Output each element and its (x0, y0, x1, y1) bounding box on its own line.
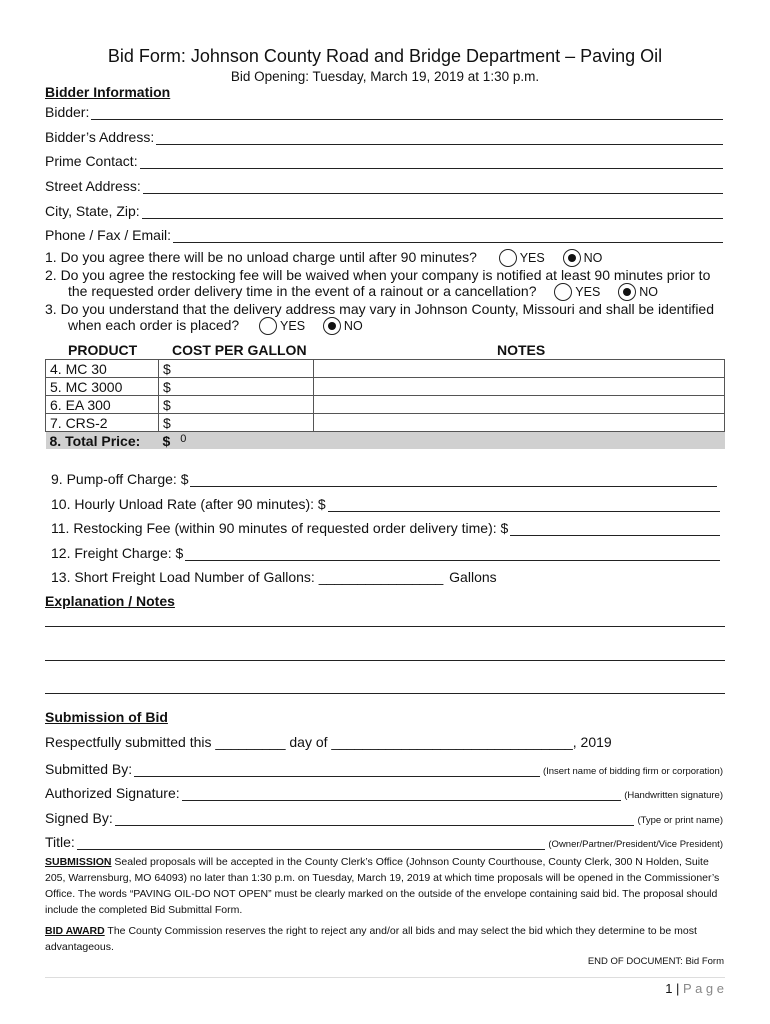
page-title: Bid Form: Johnson County Road and Bridge Department – Paving Oil (107, 46, 663, 66)
short-freight-label: 13. Short Freight Load Number of Gallons: ________________ (51, 569, 444, 585)
total-row (46, 432, 725, 450)
signed-by-field[interactable] (45, 808, 723, 826)
cost-cell[interactable]: $ (159, 396, 314, 414)
short-freight-field[interactable] (51, 569, 497, 585)
title-note: (Owner/Partner/President/Vice President) (548, 839, 723, 850)
total-cell (159, 432, 314, 450)
submission-paragraph (45, 854, 725, 918)
notes-cell[interactable] (314, 378, 725, 396)
question-3-text: 3. Do you understand that the delivery address may vary in Johnson County, Missouri and shall be identified (45, 301, 714, 317)
q2-no-radio[interactable] (618, 283, 636, 301)
question-1-text: 1. Do you agree there will be no unload charge until after 90 minutes? (45, 249, 477, 265)
question-2 (68, 283, 672, 301)
notes-cell[interactable] (314, 360, 725, 378)
q3-yes-radio[interactable] (259, 317, 277, 335)
notes-cell[interactable] (314, 414, 725, 432)
street-address-field[interactable] (45, 176, 723, 194)
end-of-document: END OF DOCUMENT: Bid Form (587, 956, 724, 967)
bidder-address-label: Bidder’s Address: (45, 129, 155, 145)
product-cell: 4. MC 30 (46, 360, 159, 378)
cost-cell[interactable]: $ (159, 414, 314, 432)
q3-yes-label: YES (280, 319, 306, 334)
phone-fax-email-field[interactable] (45, 225, 723, 243)
submission-heading: Submission of Bid (45, 709, 168, 725)
page-separator: | (672, 981, 684, 996)
page-number-value: 1 (665, 981, 673, 996)
question-2-text-cont: the requested order delivery time in the event of a rainout or a cancellation? (68, 283, 537, 299)
freight-charge-label: 12. Freight Charge: $ (51, 545, 184, 561)
title-field[interactable] (45, 832, 723, 850)
prime-contact-label: Prime Contact: (45, 153, 138, 169)
product-cell: 5. MC 3000 (46, 378, 159, 396)
submission-text: Sealed proposals will be accepted in the County Clerk’s Office (Johnson County Courthouse, County Clerk, 300 N Holden, Suite 205, Warrensburg, MO 64093) no later than 1:30 p.m. on Tuesday, March 19, 2019 at which time proposals will be opened in the Commissioner’s Office. The words “PAVING OIL-DO NOT OPEN” must be clearly marked on the outside of the envelope containing said bid. The proposal should include the completed Bid Submittal Form. (45, 856, 720, 916)
signed-by-note: (Type or print name) (637, 815, 723, 826)
authorized-signature-label: Authorized Signature: (45, 785, 180, 801)
city-state-zip-field[interactable] (45, 201, 723, 219)
q2-no-label: NO (639, 285, 658, 300)
question-3 (68, 317, 377, 335)
freight-charge-field[interactable] (51, 543, 720, 561)
q1-no-label: NO (583, 251, 603, 266)
prime-contact-field[interactable] (45, 151, 723, 169)
col-header-notes: NOTES (497, 342, 546, 358)
q2-yes-label: YES (575, 285, 601, 300)
q1-yes-label: YES (519, 251, 545, 266)
total-label: 8. Total Price: (46, 432, 159, 450)
gallons-label: Gallons (449, 569, 497, 585)
cost-cell[interactable]: $ (159, 360, 314, 378)
total-currency: $ (162, 432, 171, 449)
submission-label: SUBMISSION (45, 856, 112, 868)
title-label: Title: (45, 834, 75, 850)
notes-heading: Explanation / Notes (45, 593, 175, 609)
table-row (46, 378, 725, 396)
total-notes-cell (314, 432, 725, 450)
pump-off-charge-label: 9. Pump-off Charge: $ (51, 471, 189, 487)
bid-award-label: BID AWARD (45, 925, 105, 937)
q1-no-radio[interactable] (563, 249, 581, 267)
hourly-unload-rate-field[interactable] (51, 494, 720, 512)
product-cell: 7. CRS-2 (46, 414, 159, 432)
bidder-label: Bidder: (45, 104, 90, 120)
notes-cell[interactable] (314, 396, 725, 414)
hourly-unload-rate-label: 10. Hourly Unload Rate (after 90 minutes): $ (51, 496, 326, 512)
restocking-fee-field[interactable] (51, 518, 720, 536)
signed-by-label: Signed By: (45, 810, 113, 826)
col-header-product: PRODUCT (68, 342, 138, 358)
city-state-zip-label: City, State, Zip: (45, 203, 140, 219)
footer-divider (45, 977, 725, 978)
bid-award-text: The County Commission reserves the right to reject any and/or all bids and may select the bid which they determine to be most advantageous. (45, 925, 697, 953)
submitted-by-note: (Insert name of bidding firm or corporation) (542, 766, 723, 777)
authorized-signature-note: (Handwritten signature) (624, 790, 723, 801)
page-word: P a g e (683, 981, 724, 996)
bidder-field[interactable] (45, 102, 723, 120)
table-row (46, 396, 725, 414)
table-row (46, 360, 725, 378)
cost-cell[interactable]: $ (159, 378, 314, 396)
page-subtitle: Bid Opening: Tuesday, March 19, 2019 at 1:30 p.m. (230, 69, 540, 84)
question-2-text: 2. Do you agree the restocking fee will be waived when your company is notified at least 90 minutes prior to (45, 267, 711, 283)
bidder-info-heading: Bidder Information (45, 84, 171, 100)
submitted-by-field[interactable] (45, 759, 723, 777)
question-1 (45, 249, 616, 267)
phone-fax-email-label: Phone / Fax / Email: (45, 227, 172, 243)
street-address-label: Street Address: (45, 178, 141, 194)
restocking-fee-label: 11. Restocking Fee (within 90 minutes of requested order delivery time): $ (51, 520, 509, 536)
notes-line[interactable] (45, 626, 725, 627)
total-value[interactable]: 0 (180, 432, 187, 445)
q3-no-label: NO (343, 319, 363, 334)
bidder-address-field[interactable] (45, 127, 723, 145)
col-header-cost: COST PER GALLON (172, 342, 307, 358)
pump-off-charge-field[interactable] (51, 469, 717, 487)
product-cell: 6. EA 300 (46, 396, 159, 414)
question-3-text-cont: when each order is placed? (68, 317, 240, 333)
q1-yes-radio[interactable] (499, 249, 517, 267)
bid-award-paragraph (45, 923, 725, 955)
notes-line[interactable] (45, 693, 725, 694)
q3-no-radio[interactable] (323, 317, 341, 335)
notes-line[interactable] (45, 660, 725, 661)
q2-yes-radio[interactable] (554, 283, 572, 301)
product-table (45, 359, 725, 449)
table-row (46, 414, 725, 432)
authorized-signature-field[interactable] (45, 783, 723, 801)
submitted-by-label: Submitted By: (45, 761, 133, 777)
page-number (665, 981, 724, 996)
respectfully-submitted-line[interactable]: Respectfully submitted this _________ day of _______________________________, 2019 (45, 734, 612, 750)
